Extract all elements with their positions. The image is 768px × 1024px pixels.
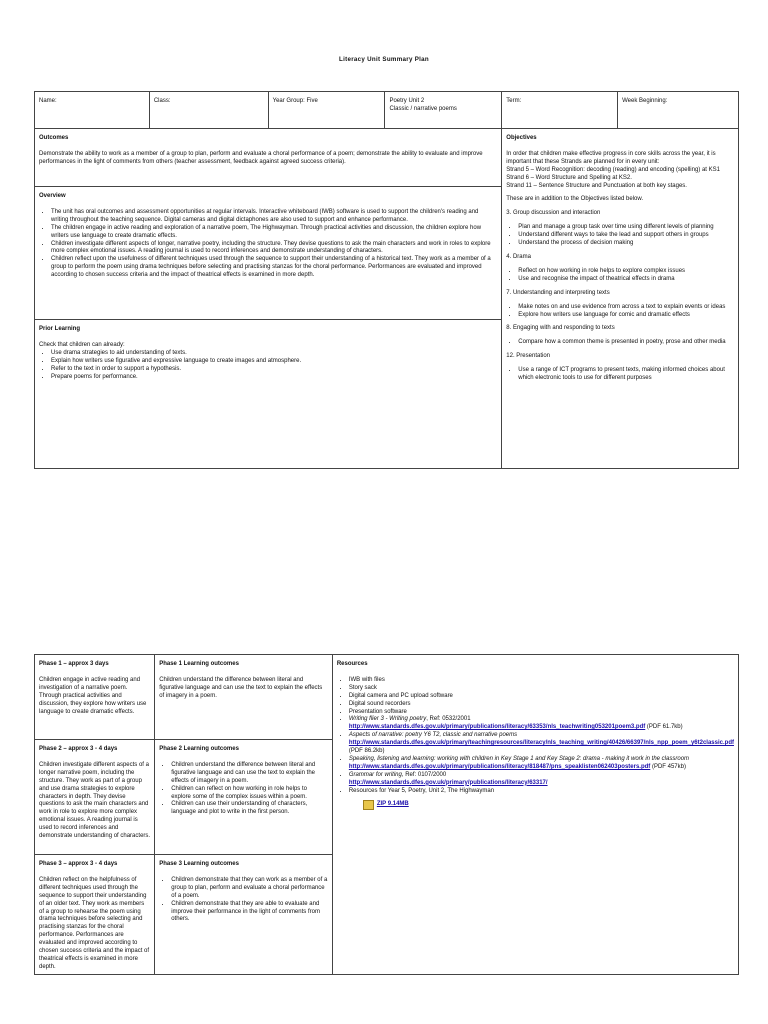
objective-item: • Understand the process of decision making <box>518 240 734 248</box>
phase-2-cell <box>35 740 155 855</box>
objectives-title: Objectives <box>506 135 537 141</box>
resource-item <box>349 732 734 756</box>
resource-item: • Resources for Year 5, Poetry, Unit 2, The Highwayman <box>349 788 734 796</box>
overview-cell <box>35 187 502 320</box>
phase-outcome-item: • Children understand the difference between literal and figurative language and can use the text to explain the effects of imagery in a poem. <box>171 762 328 786</box>
phase-3-text: Children reflect on the helpfulness of different techniques used through the sequence to support their understanding of an older text. They work as members of a group to rehearse the poem using drama techniques before selecting and practising stanzas for the choral performance. Performances are evaluated and improved according to chosen success criteria and the impact of theatrical effects is examined in more depth. <box>39 876 150 970</box>
phase-1-outcomes-title: Phase 1 Learning outcomes <box>159 661 239 667</box>
objective-group-heading: 3. Group discussion and interaction <box>506 210 601 217</box>
outcomes-text: Demonstrate the ability to work as a member of a group to plan, perform and evaluate a choral performance of a poem; demonstrate the ability to evaluate and improve performances in the light of comments from others (teacher assessment, feedback against agreed success criteria). <box>39 150 483 165</box>
phase-outcome-item: • Children can reflect on how working in role helps to explore some of the complex issues within a poem. <box>171 786 328 802</box>
year-group-cell: Year Group: Five <box>268 92 385 129</box>
zip-download[interactable] <box>363 800 409 810</box>
phase-1-cell <box>35 655 155 740</box>
objectives-addition: These are in addition to the Objectives listed below. <box>506 196 644 203</box>
objective-group-list <box>506 367 734 383</box>
resource-label: Grammar for writing <box>348 771 402 778</box>
phase-outcome-item: • Children demonstrate that they are able to evaluate and improve their performance in the light of comments from others. <box>171 901 328 925</box>
phase-2-outcomes-title: Phase 2 Learning outcomes <box>159 746 239 752</box>
objective-item: • Use and recognise the impact of theatrical effects in drama <box>518 276 734 284</box>
class-cell: Class: <box>149 92 268 129</box>
resource-item <box>349 756 734 772</box>
overview-item: • The unit has oral outcomes and assessment opportunities at regular intervals. Interactive whiteboard (IWB) software is used to support the children's reading and writing throughout the teaching sequence. Digital cameras and digital dictaphones are also used to support and enhance performance. <box>51 209 497 225</box>
phase-3-outcomes-title: Phase 3 Learning outcomes <box>159 861 239 867</box>
objective-item: • Understand different ways to take the lead and support others in groups <box>518 232 734 240</box>
resource-item: • Digital sound recorders <box>349 701 734 709</box>
overview-item: • Children reflect upon the usefulness of different techniques used through the sequence to support their understanding of a historical text. They work as a member of a group to perform the poem using drama techniques before selecting and practising stanzas for the choral performance. Performances are evaluated and improved according to chosen success criteria and the impact of theatrical effects is examined in more depth. <box>51 256 497 280</box>
resources-cell <box>332 655 738 975</box>
prior-learning-intro: Check that children can already: <box>39 341 125 348</box>
name-cell: Name: <box>35 92 150 129</box>
phase-1-text: Children engage in active reading and investigation of a narrative poem. Through practical activities and discussion, they explore how writers use language to create dramatic effects. <box>39 676 147 715</box>
resource-link[interactable]: http://www.standards.dfes.gov.uk/primary/teachingresources/literacy/nls_teaching_writing/40426/66397/nls_npp_poem_y6t2classic.pdf <box>348 740 734 747</box>
resource-ref: , Ref: 0532/2001 <box>426 716 471 723</box>
resource-size: (PDF 86.2kb) <box>348 748 385 755</box>
objective-group-list <box>506 224 734 248</box>
objective-item: • Compare how a common theme is presented in poetry, prose and other media <box>518 339 734 347</box>
resource-item: • IWB with files <box>349 677 734 685</box>
objectives-intro: In order that children make effective progress in core skills across the year, it is important that these Strands are planned for in every unit: <box>506 150 716 165</box>
header-row <box>35 92 739 129</box>
objective-group-heading: 7. Understanding and interpreting texts <box>506 289 610 296</box>
phase-3-title: Phase 3 – approx 3 - 4 days <box>39 861 118 867</box>
objective-group-heading: 8. Engaging with and responding to texts <box>506 325 615 332</box>
page-title: Literacy Unit Summary Plan <box>339 56 429 63</box>
resource-size: (PDF 61.7kb) <box>645 724 683 731</box>
objectives-cell <box>502 129 739 469</box>
strand-11: Strand 11 – Sentence Structure and Punctuation at both key stages. <box>506 182 687 189</box>
resource-label: Writing flier 3 - Writing poetry <box>348 716 427 723</box>
resource-item: • Story sack <box>349 685 734 693</box>
objective-item: • Use a range of ICT programs to present texts, making informed choices about which electronic tools to use for different purposes <box>518 367 734 383</box>
prior-learning-list <box>39 350 497 382</box>
poetry-unit-line1: Poetry Unit 2 <box>389 98 425 104</box>
phase-3-outcomes-list <box>159 877 328 924</box>
resource-link[interactable]: http://www.standards.dfes.gov.uk/primary/publications/literacy/63317/ <box>348 779 548 786</box>
phase-outcome-item: • Children demonstrate that they can work as a member of a group to plan, perform and evaluate a choral performance of a poem. <box>171 877 328 901</box>
strand-6: Strand 6 – Word Structure and Spelling at KS2. <box>506 174 632 181</box>
resource-item <box>349 716 734 732</box>
week-beginning-cell: Week Beginning: <box>618 92 739 129</box>
resources-list <box>337 677 734 796</box>
resources-title: Resources <box>336 661 368 667</box>
phase-3-outcomes-cell <box>155 855 333 975</box>
phase-2-title: Phase 2 – approx 3 - 4 days <box>39 746 118 752</box>
resource-item <box>349 772 734 788</box>
objective-item: • Reflect on how working in role helps to explore complex issues <box>518 268 734 276</box>
phase-1-outcomes-cell <box>155 655 333 740</box>
overview-list <box>39 209 497 280</box>
phase-3-cell <box>35 855 155 975</box>
resource-link[interactable]: http://www.standards.dfes.gov.uk/primary/publications/literacy/63353/nls_teachwriting053201poem3.pdf <box>348 724 646 731</box>
prior-learning-item: • Refer to the text in order to support a hypothesis. <box>51 366 497 374</box>
prior-learning-title: Prior Learning <box>39 326 81 332</box>
prior-learning-cell <box>35 320 502 469</box>
prior-learning-item: • Use drama strategies to aid understanding of texts. <box>51 350 497 358</box>
outcomes-title: Outcomes <box>39 135 69 141</box>
phase-2-text: Children investigate different aspects of a longer narrative poem, including the structure. They work as part of a group and use drama strategies to explore characters in depth. They devise questions to ask the main characters and work in role to explore more complex emotional issues. A reading journal is used to record inferences and demonstrate understanding of characters. <box>39 761 151 840</box>
objective-item: • Plan and manage a group task over time using different levels of planning <box>518 224 734 232</box>
phase-1-outcomes-text: Children understand the difference between literal and figurative language and can use the text to explain the effects of imagery in a poem. <box>159 676 323 699</box>
resource-item: • Presentation software <box>349 709 734 717</box>
overview-item: • Children investigate different aspects of longer, narrative poetry, including the structure. They devise questions to ask the main characters and work in roles to explore more complex emotional issues. A reading journal is used to record inferences and demonstrate understanding of characters. <box>51 241 497 257</box>
objective-item: • Explore how writers use language for comic and dramatic effects <box>518 312 734 320</box>
zip-file-icon <box>363 800 374 810</box>
outcomes-cell <box>35 129 502 187</box>
resource-item: • Digital camera and PC upload software <box>349 693 734 701</box>
strand-5: Strand 5 – Word Recognition: decoding (reading) and encoding (spelling) at KS1 <box>506 166 720 173</box>
objective-group-list <box>506 304 734 320</box>
phase-2-outcomes-cell <box>155 740 333 855</box>
objective-group-list <box>506 339 734 347</box>
phase-2-outcomes-list <box>159 762 328 817</box>
resource-label: Aspects of narrative: poetry Y6 T2, classic and narrative poems <box>348 732 518 739</box>
phase-1-title: Phase 1 – approx 3 days <box>39 661 109 667</box>
phase-outcome-item: • Children can use their understanding of characters, language and plot to write in the first person. <box>171 801 328 817</box>
resource-label: Speaking, listening and learning: working with children in Key Stage 1 and Key Stage 2: drama - making it work in the classroom <box>348 755 690 762</box>
overview-item: • The children engage in active reading and exploration of a narrative poem, The Highwayman. Through practical activities and discussion, the children explore how writers use language to create dramatic effects. <box>51 225 497 241</box>
prior-learning-item: • Prepare poems for performance. <box>51 374 497 382</box>
zip-link[interactable]: ZIP 9.14MB <box>376 800 409 807</box>
resource-size: (PDF 457kb) <box>650 763 686 770</box>
term-cell: Term: <box>502 92 618 129</box>
summary-plan-table <box>34 91 739 469</box>
resource-ref: , Ref: 0107/2000 <box>401 771 447 778</box>
overview-title: Overview <box>39 193 66 199</box>
poetry-unit-cell <box>385 92 502 129</box>
objective-group-heading: 4. Drama <box>506 253 531 260</box>
poetry-unit-line2: Classic / narrative poems <box>389 105 457 112</box>
objective-item: • Make notes on and use evidence from across a text to explain events or ideas <box>518 304 734 312</box>
resource-link[interactable]: http://www.standards.dfes.gov.uk/primary/publications/literacy/818487/pns_speaklisten062403posters.pdf <box>348 763 651 770</box>
prior-learning-item: • Explain how writers use figurative and expressive language to create images and atmosphere. <box>51 358 497 366</box>
phases-table <box>34 654 739 975</box>
objective-group-heading: 12. Presentation <box>506 353 550 360</box>
objective-group-list <box>506 268 734 284</box>
